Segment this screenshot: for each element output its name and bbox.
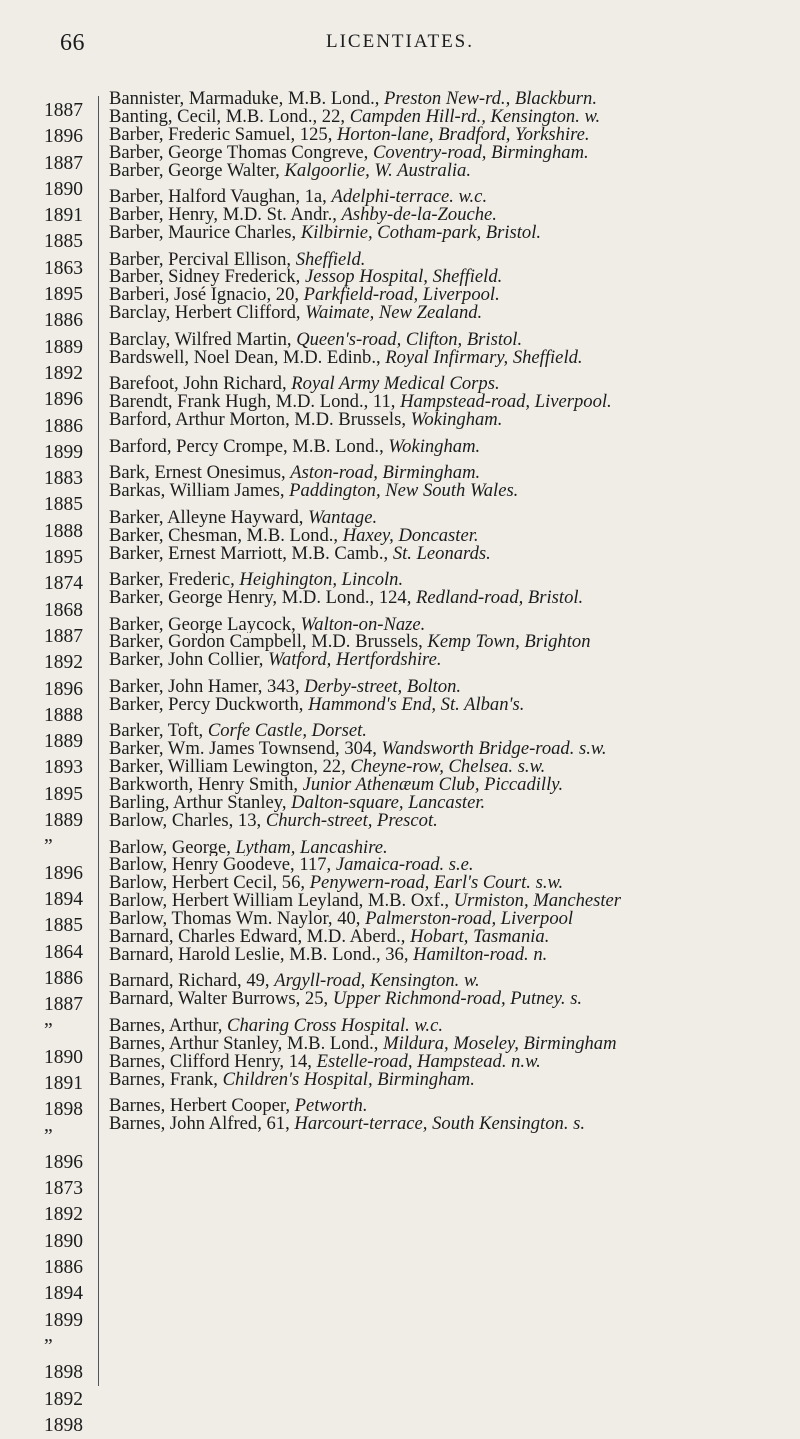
entry-address: Wokingham. [388, 437, 481, 457]
entry-address: Cheyne-row, Chelsea. s.w. [350, 758, 546, 777]
entry-address: Upper Richmond-road, Putney. s. [332, 990, 583, 1010]
entry-row [109, 268, 791, 286]
entry-address: Kalgoorlie, W. Australia. [284, 161, 471, 181]
entry-row [109, 411, 791, 438]
entry-row [109, 874, 791, 892]
entry-address: Church-street, Prescot. [265, 811, 438, 831]
year-label: 1894 [44, 888, 83, 910]
entry-row [109, 910, 791, 928]
year-label: 1886 [44, 967, 83, 989]
entry-address: Waimate, New Zealand. [305, 304, 483, 324]
entry-address: Watford, Hertfordshire. [268, 651, 442, 671]
entry-row [109, 286, 791, 304]
entry-row [109, 162, 791, 189]
year-label: 1895 [44, 547, 83, 569]
entry-address: Children's Hospital, Birmingham. [222, 1070, 475, 1090]
year-label: 1896 [44, 126, 83, 148]
entry-row [109, 331, 791, 349]
year-label: 1899 [44, 441, 83, 463]
entry-row [109, 126, 791, 144]
entry-name: Barlow, Charles, 13, [109, 811, 262, 831]
entry-row [109, 349, 791, 376]
year-label: 1887 [44, 152, 83, 174]
entry-row [109, 1017, 791, 1035]
entry-row [109, 304, 791, 331]
entry-name: Barendt, Frank Hugh, M.D. Lond., 11, [109, 393, 396, 412]
entry-address: Hammond's End, St. Alban's. [308, 695, 525, 715]
entry-address: Paddington, New South Wales. [289, 482, 519, 502]
entry-name: Barlow, George, [109, 838, 231, 857]
entry-name: Bardswell, Noel Dean, M.D. Edinb., [109, 348, 381, 368]
entry-name: Barling, Arthur Stanley, [109, 794, 287, 812]
entry-name: Barker, Gordon Campbell, M.D. Brussels, [109, 633, 423, 652]
year-label: 1894 [44, 1283, 83, 1305]
entry-address: Haxey, Doncaster. [342, 526, 479, 545]
entry-address: Corfe Castle, Dorset. [207, 722, 367, 741]
entry-name: Barber, Henry, M.D. St. Andr., [109, 206, 337, 224]
entry-row [109, 375, 791, 393]
year-label: 1864 [44, 941, 83, 963]
entry-address: Sheffield. [295, 250, 366, 269]
year-label: 1887 [44, 625, 83, 647]
entry-row [109, 108, 791, 126]
entry-row [109, 509, 791, 527]
entry-row [109, 946, 791, 973]
entry-name: Barber, Frederic Samuel, 125, [109, 125, 333, 144]
entry-address: Wandsworth Bridge-road. s.w. [381, 740, 607, 759]
entry-name: Barber, Halford Vaughan, 1a, [109, 188, 327, 207]
year-label: 1893 [44, 757, 83, 779]
entry-address: Petworth. [294, 1097, 368, 1116]
entry-address: Aston-road, Birmingham. [290, 464, 481, 483]
year-label: 1868 [44, 599, 83, 621]
year-label: ” [44, 1125, 53, 1147]
entry-row [109, 928, 791, 946]
entry-name: Barkworth, Henry Smith, [109, 776, 299, 795]
entry-name: Barberi, José Ignacio, 20, [109, 286, 300, 305]
entry-name: Barker, Ernest Marriott, M.B. Camb., [109, 544, 389, 564]
entry-row [109, 571, 791, 589]
entry-address: Derby-street, Bolton. [304, 677, 462, 696]
entry-address: Jessop Hospital, Sheffield. [305, 268, 503, 287]
year-label: 1888 [44, 520, 83, 542]
entry-name: Barker, Alleyne Hayward, [109, 508, 304, 527]
entry-address: Hobart, Tasmania. [410, 927, 550, 946]
entry-row [109, 678, 791, 696]
entry-row [109, 740, 791, 758]
year-label: 1886 [44, 415, 83, 437]
year-label: 1896 [44, 389, 83, 411]
entry-name: Barker, Chesman, M.B. Lond., [109, 526, 339, 545]
entry-name: Barlow, Herbert Cecil, 56, [109, 874, 306, 893]
entry-row [109, 633, 791, 651]
year-label: 1892 [44, 652, 83, 674]
year-label: 1892 [44, 1388, 83, 1410]
year-label: 1863 [44, 257, 83, 279]
year-label: 1898 [44, 1414, 83, 1436]
entry-address: Royal Army Medical Corps. [291, 375, 500, 394]
entry-address: Harcourt-terrace, South Kensington. s. [294, 1115, 585, 1133]
entry-name: Barefoot, John Richard, [109, 375, 287, 394]
entry-address: Estelle-road, Hampstead. n.w. [316, 1052, 541, 1071]
entry-row [109, 972, 791, 990]
entry-name: Barnes, Frank, [109, 1070, 218, 1090]
year-label: 1889 [44, 731, 83, 753]
entry-address: Mildura, Moseley, Birmingham [383, 1034, 617, 1053]
entry-address: St. Leonards. [392, 544, 491, 564]
year-label: 1896 [44, 862, 83, 884]
year-label: 1890 [44, 178, 83, 200]
entry-name: Barber, Sidney Frederick, [109, 268, 301, 287]
entry-address: Wantage. [308, 508, 378, 527]
entry-row [109, 206, 791, 224]
entry-name: Barker, Percy Duckworth, [109, 695, 304, 715]
entry-name: Barker, George Laycock, [109, 615, 296, 634]
year-label: 1885 [44, 494, 83, 516]
entry-row [109, 545, 791, 572]
entry-name: Barlow, Thomas Wm. Naylor, 40, [109, 910, 361, 928]
entry-name: Barker, Wm. James Townsend, 304, [109, 740, 377, 759]
entry-address: Redland-road, Bristol. [416, 589, 584, 608]
entry-name: Bark, Ernest Onesimus, [109, 464, 286, 483]
entry-row [109, 1053, 791, 1071]
year-label: 1891 [44, 1072, 83, 1094]
entry-row [109, 438, 791, 465]
entry-name: Barber, George Walter, [109, 161, 280, 181]
year-label: 1885 [44, 231, 83, 253]
year-label: 1895 [44, 783, 83, 805]
entry-address: Adelphi-terrace. w.c. [331, 188, 488, 207]
entry-address: Horton-lane, Bradford, Yorkshire. [337, 125, 590, 144]
entry-address: Dalton-square, Lancaster. [291, 794, 486, 812]
entry-row [109, 527, 791, 545]
year-label: ” [44, 1335, 53, 1357]
entry-row [109, 856, 791, 874]
entry-address: Kilbirnie, Cotham-park, Bristol. [300, 223, 542, 243]
entry-list [109, 90, 791, 1133]
entry-name: Barnard, Charles Edward, M.D. Aberd., [109, 927, 406, 946]
entry-row [109, 990, 791, 1017]
entry-row [109, 393, 791, 411]
year-label: 1889 [44, 336, 83, 358]
year-label: 1898 [44, 1362, 83, 1384]
year-label: 1873 [44, 1178, 83, 1200]
year-label: 1895 [44, 284, 83, 306]
entry-name: Barker, John Collier, [109, 651, 264, 671]
entry-address: Wokingham. [410, 411, 503, 431]
entry-row [109, 1071, 791, 1098]
entry-address: Urmiston, Manchester [453, 892, 622, 911]
entry-name: Barber, Maurice Charles, [109, 223, 297, 243]
entry-name: Barclay, Herbert Clifford, [109, 304, 301, 324]
entry-address: Hampstead-road, Liverpool. [400, 393, 612, 412]
entry-name: Barker, Frederic, [109, 571, 235, 589]
entry-address: Queen's-road, Clifton, Bristol. [296, 330, 523, 349]
entry-address: Kemp Town, Brighton [427, 633, 591, 652]
entry-name: Barnes, Arthur, [109, 1016, 223, 1035]
year-label: 1892 [44, 1204, 83, 1226]
entry-name: Barnard, Walter Burrows, 25, [109, 990, 329, 1010]
entry-address: Royal Infirmary, Sheffield. [385, 348, 583, 368]
year-label: 1899 [44, 1309, 83, 1331]
year-column [44, 98, 94, 1439]
entry-row [109, 1097, 791, 1115]
running-head: LICENTIATES. [325, 31, 474, 52]
entry-row [109, 90, 791, 108]
entry-address: Parkfield-road, Liverpool. [303, 286, 500, 305]
entry-name: Banting, Cecil, M.B. Lond., 22, [109, 107, 346, 126]
entry-row [109, 482, 791, 509]
entry-name: Barford, Percy Crompe, M.B. Lond., [109, 437, 384, 457]
year-label: 1890 [44, 1046, 83, 1068]
entry-address: Argyll-road, Kensington. w. [274, 972, 480, 991]
year-label: 1887 [44, 994, 83, 1016]
entry-row [109, 1115, 791, 1133]
entry-row [109, 464, 791, 482]
entry-name: Barnes, John Alfred, 61, [109, 1115, 290, 1133]
entry-name: Barford, Arthur Morton, M.D. Brussels, [109, 411, 406, 431]
entry-row [109, 839, 791, 857]
entry-row [109, 616, 791, 634]
page-number: 66 [60, 30, 85, 56]
year-label: 1890 [44, 1230, 83, 1252]
year-label: 1886 [44, 310, 83, 332]
entry-row [109, 1035, 791, 1053]
entry-row [109, 892, 791, 910]
entry-address: Walton-on-Naze. [300, 615, 426, 634]
entry-name: Bannister, Marmaduke, M.B. Lond., [109, 90, 380, 108]
year-label: ” [44, 1020, 53, 1042]
entry-row [109, 224, 791, 251]
entry-row [109, 251, 791, 269]
entry-name: Barlow, Henry Goodeve, 117, [109, 856, 332, 875]
entry-address: Lytham, Lancashire. [235, 838, 388, 857]
entry-address: Preston New-rd., Blackburn. [384, 90, 597, 108]
entry-address: Heighington, Lincoln. [239, 571, 404, 589]
column-divider [98, 96, 99, 1386]
entry-address: Palmerston-road, Liverpool [365, 910, 574, 928]
entry-row [109, 776, 791, 794]
year-label: 1887 [44, 100, 83, 121]
entry-row [109, 589, 791, 616]
entry-name: Barnes, Arthur Stanley, M.B. Lond., [109, 1034, 379, 1053]
year-label: 1889 [44, 810, 83, 832]
entry-name: Barnes, Clifford Henry, 14, [109, 1052, 312, 1071]
year-label: 1896 [44, 678, 83, 700]
entry-row [109, 758, 791, 776]
year-label: 1896 [44, 1151, 83, 1173]
entry-row [109, 696, 791, 723]
entry-name: Barker, John Hamer, 343, [109, 677, 300, 696]
year-label: 1892 [44, 362, 83, 384]
entry-address: Charing Cross Hospital. w.c. [227, 1016, 443, 1035]
entry-row [109, 722, 791, 740]
entry-address: Penywern-road, Earl's Court. s.w. [309, 874, 564, 893]
year-label: 1886 [44, 1257, 83, 1279]
entry-name: Barlow, Herbert William Leyland, M.B. Oxf., [109, 892, 450, 911]
entry-name: Barclay, Wilfred Martin, [109, 330, 292, 349]
year-label: 1874 [44, 573, 83, 595]
entry-name: Barker, William Lewington, 22, [109, 758, 346, 777]
entry-address: Junior Athenæum Club, Piccadilly. [302, 776, 564, 795]
entry-address: Jamaica-road. s.e. [335, 856, 474, 875]
entry-name: Barnes, Herbert Cooper, [109, 1097, 290, 1116]
entry-row [109, 188, 791, 206]
year-label: 1883 [44, 468, 83, 490]
entry-address: Coventry-road, Birmingham. [372, 143, 589, 162]
entry-row [109, 144, 791, 162]
entry-name: Barker, George Henry, M.D. Lond., 124, [109, 589, 412, 608]
entry-row [109, 812, 791, 839]
year-label: 1885 [44, 915, 83, 937]
entry-address: Hamilton-road. n. [413, 945, 548, 965]
entry-name: Barnard, Harold Leslie, M.B. Lond., 36, [109, 945, 409, 965]
year-label: 1891 [44, 205, 83, 227]
entry-name: Barber, George Thomas Congreve, [109, 143, 369, 162]
entry-address: Campden Hill-rd., Kensington. w. [349, 107, 601, 126]
entry-name: Barnard, Richard, 49, [109, 972, 270, 991]
entry-address: Ashby-de-la-Zouche. [341, 206, 497, 224]
year-label: 1898 [44, 1099, 83, 1121]
year-label: 1888 [44, 704, 83, 726]
entry-name: Barker, Toft, [109, 722, 204, 741]
entry-name: Barber, Percival Ellison, [109, 250, 292, 269]
entry-name: Barkas, William James, [109, 482, 285, 502]
entry-row [109, 651, 791, 678]
entry-row [109, 794, 791, 812]
year-label: ” [44, 836, 53, 858]
